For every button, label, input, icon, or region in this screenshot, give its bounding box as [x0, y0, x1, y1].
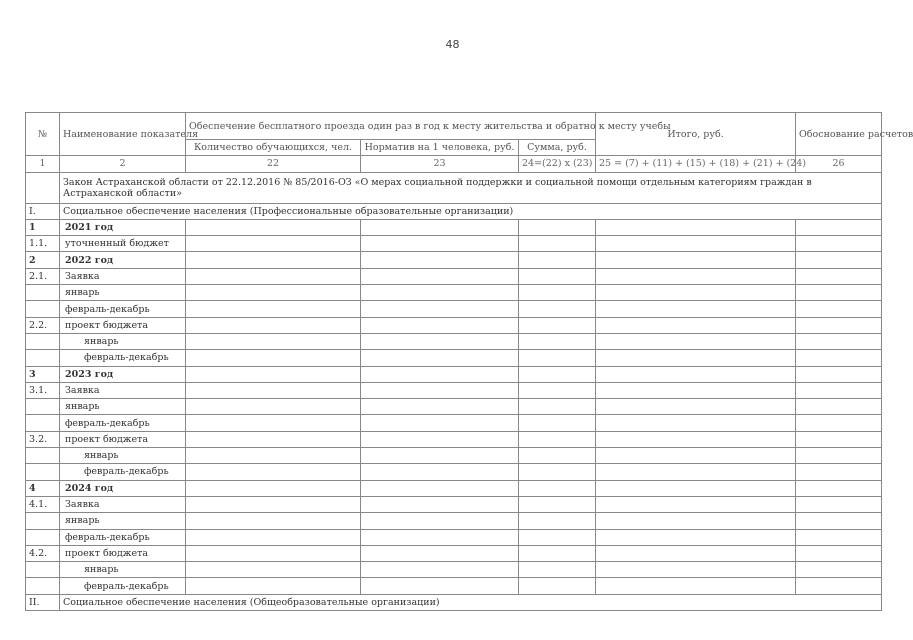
empty-cell [186, 496, 361, 512]
section-title: Социальное обеспечение населения (Общеобразовательные организации) [60, 594, 882, 610]
empty-cell [596, 382, 796, 398]
row-num: 4.2. [26, 545, 60, 561]
header-row [26, 113, 882, 140]
empty-cell [596, 496, 796, 512]
empty-cell [596, 333, 796, 349]
column-number: 25 = (7) + (11) + (15) + (18) + (21) + (24) [596, 156, 796, 172]
empty-cell [186, 464, 361, 480]
row-num [26, 399, 60, 415]
row-label: проект бюджета [60, 545, 186, 561]
table-row [26, 172, 882, 203]
row-label: январь [60, 399, 186, 415]
empty-cell [796, 219, 882, 235]
empty-cell [596, 578, 796, 594]
row-num [26, 529, 60, 545]
empty-cell [519, 513, 596, 529]
row-label: Заявка [60, 382, 186, 398]
empty-cell [186, 268, 361, 284]
empty-cell [186, 317, 361, 333]
row-num: II. [26, 594, 60, 610]
table-row [26, 252, 882, 268]
empty-cell [361, 480, 519, 496]
row-label: январь [60, 448, 186, 464]
table-row [26, 513, 882, 529]
row-num [26, 350, 60, 366]
empty-cell [596, 366, 796, 382]
empty-cell [186, 382, 361, 398]
column-number: 26 [796, 156, 882, 172]
row-label: Заявка [60, 268, 186, 284]
table-row [26, 496, 882, 512]
empty-cell [519, 562, 596, 578]
row-num: 4.1. [26, 496, 60, 512]
empty-cell [361, 496, 519, 512]
empty-cell [519, 399, 596, 415]
row-num [26, 448, 60, 464]
table-row [26, 415, 882, 431]
empty-cell [796, 366, 882, 382]
empty-cell [519, 382, 596, 398]
row-label: февраль-декабрь [60, 578, 186, 594]
empty-cell [519, 317, 596, 333]
empty-cell [186, 285, 361, 301]
row-label: февраль-декабрь [60, 415, 186, 431]
table-row [26, 529, 882, 545]
row-label: 2024 год [60, 480, 186, 496]
row-label: Заявка [60, 496, 186, 512]
empty-cell [596, 268, 796, 284]
table-row [26, 382, 882, 398]
empty-cell [361, 545, 519, 561]
empty-cell [596, 464, 796, 480]
empty-cell [186, 431, 361, 447]
row-num [26, 285, 60, 301]
column-number: 23 [361, 156, 519, 172]
empty-cell [519, 236, 596, 252]
row-num [26, 415, 60, 431]
empty-cell [596, 399, 796, 415]
empty-cell [796, 448, 882, 464]
empty-cell [596, 545, 796, 561]
empty-cell [361, 578, 519, 594]
empty-cell [361, 350, 519, 366]
budget-table [25, 112, 913, 611]
row-num [26, 464, 60, 480]
empty-cell [596, 285, 796, 301]
empty-cell [361, 464, 519, 480]
empty-cell [796, 415, 882, 431]
empty-cell [796, 236, 882, 252]
row-num [26, 513, 60, 529]
empty-cell [186, 366, 361, 382]
empty-cell [596, 480, 796, 496]
empty-cell [596, 301, 796, 317]
row-num [26, 333, 60, 349]
row-num: I. [26, 203, 60, 219]
row-num: 2 [26, 252, 60, 268]
empty-cell [596, 252, 796, 268]
row-num: 1.1. [26, 236, 60, 252]
row-num: 1 [26, 219, 60, 235]
header-name: Наименование показателя [60, 113, 186, 156]
empty-cell [186, 578, 361, 594]
empty-cell [519, 496, 596, 512]
empty-cell [186, 513, 361, 529]
row-num: 3.2. [26, 431, 60, 447]
empty-cell [796, 464, 882, 480]
empty-cell [361, 562, 519, 578]
empty-cell [519, 219, 596, 235]
empty-cell [796, 431, 882, 447]
header-count: Количество обучающихся, чел. [186, 140, 361, 156]
empty-cell [361, 301, 519, 317]
row-label: проект бюджета [60, 431, 186, 447]
empty-cell [186, 236, 361, 252]
column-number: 2 [60, 156, 186, 172]
header-num: № [26, 113, 60, 156]
empty-cell [519, 333, 596, 349]
empty-cell [519, 350, 596, 366]
empty-cell [596, 219, 796, 235]
column-numbers-row [26, 156, 882, 172]
row-label: январь [60, 513, 186, 529]
header-norm: Норматив на 1 человека, руб. [361, 140, 519, 156]
empty-cell [361, 317, 519, 333]
header-group: Обеспечение бесплатного проезда один раз в год к месту жительства и обратно к месту учебы [186, 113, 596, 140]
table-row [26, 219, 882, 235]
header-sum: Сумма, руб. [519, 140, 596, 156]
table-row [26, 285, 882, 301]
empty-cell [186, 252, 361, 268]
empty-cell [186, 219, 361, 235]
table-row [26, 350, 882, 366]
law-title: Закон Астраханской области от 22.12.2016 № 85/2016-ОЗ «О мерах социальной поддержки и социальной помощи отдельным категориям граждан в Астраханской области» [60, 172, 882, 203]
empty-cell [519, 366, 596, 382]
empty-cell [186, 545, 361, 561]
row-num: 4 [26, 480, 60, 496]
table-row [26, 333, 882, 349]
empty-cell [186, 301, 361, 317]
empty-cell [186, 448, 361, 464]
table-row [26, 268, 882, 284]
empty-cell [796, 382, 882, 398]
empty-cell [361, 415, 519, 431]
empty-cell [796, 578, 882, 594]
row-label: уточненный бюджет [60, 236, 186, 252]
table-row [26, 236, 882, 252]
empty-cell [796, 399, 882, 415]
header-basis: Обоснование расчетов [796, 113, 882, 156]
empty-cell [596, 317, 796, 333]
table-row [26, 203, 882, 219]
empty-cell [186, 480, 361, 496]
empty-cell [519, 448, 596, 464]
table-row [26, 464, 882, 480]
empty-cell [596, 431, 796, 447]
empty-cell [596, 415, 796, 431]
empty-cell [596, 350, 796, 366]
empty-cell [186, 399, 361, 415]
row-label: февраль-декабрь [60, 301, 186, 317]
empty-cell [796, 529, 882, 545]
row-num: 2.2. [26, 317, 60, 333]
empty-cell [519, 268, 596, 284]
empty-cell [519, 545, 596, 561]
table-row [26, 448, 882, 464]
empty-cell [596, 448, 796, 464]
table-row [26, 594, 882, 610]
empty-cell [596, 236, 796, 252]
empty-cell [519, 301, 596, 317]
empty-cell [186, 529, 361, 545]
empty-cell [361, 431, 519, 447]
empty-cell [519, 529, 596, 545]
empty-cell [361, 529, 519, 545]
empty-cell [796, 252, 882, 268]
empty-cell [519, 480, 596, 496]
empty-cell [596, 529, 796, 545]
row-num: 2.1. [26, 268, 60, 284]
empty-cell [796, 480, 882, 496]
empty-cell [519, 578, 596, 594]
header-total: Итого, руб. [596, 113, 796, 156]
row-label: 2021 год [60, 219, 186, 235]
table-row [26, 366, 882, 382]
empty-cell [519, 431, 596, 447]
row-label: январь [60, 285, 186, 301]
empty-cell [361, 382, 519, 398]
row-num [26, 578, 60, 594]
row-label: январь [60, 333, 186, 349]
empty-cell [361, 333, 519, 349]
page-number: 48 [445, 38, 460, 51]
row-num [26, 301, 60, 317]
row-label: проект бюджета [60, 317, 186, 333]
empty-cell [796, 562, 882, 578]
empty-cell [796, 317, 882, 333]
empty-cell [519, 252, 596, 268]
table-row [26, 480, 882, 496]
column-number: 1 [26, 156, 60, 172]
empty-cell [796, 496, 882, 512]
empty-cell [361, 513, 519, 529]
table-row [26, 399, 882, 415]
row-label: февраль-декабрь [60, 350, 186, 366]
row-label: январь [60, 562, 186, 578]
empty-cell [596, 562, 796, 578]
row-num [26, 172, 60, 203]
table-row [26, 562, 882, 578]
row-num: 3 [26, 366, 60, 382]
table-row [26, 578, 882, 594]
table-row [26, 431, 882, 447]
empty-cell [796, 301, 882, 317]
empty-cell [361, 236, 519, 252]
empty-cell [361, 219, 519, 235]
empty-cell [796, 268, 882, 284]
empty-cell [796, 545, 882, 561]
empty-cell [596, 513, 796, 529]
empty-cell [361, 252, 519, 268]
column-number: 22 [186, 156, 361, 172]
empty-cell [186, 562, 361, 578]
table-row [26, 545, 882, 561]
section-title: Социальное обеспечение населения (Профессиональные образовательные организации) [60, 203, 882, 219]
empty-cell [186, 350, 361, 366]
column-number: 24=(22) x (23) [519, 156, 596, 172]
table-row [26, 317, 882, 333]
row-label: 2023 год [60, 366, 186, 382]
row-num [26, 562, 60, 578]
empty-cell [361, 448, 519, 464]
empty-cell [796, 285, 882, 301]
empty-cell [796, 333, 882, 349]
row-label: 2022 год [60, 252, 186, 268]
table-row [26, 301, 882, 317]
empty-cell [186, 415, 361, 431]
row-num: 3.1. [26, 382, 60, 398]
row-label: февраль-декабрь [60, 464, 186, 480]
empty-cell [361, 285, 519, 301]
row-label: февраль-декабрь [60, 529, 186, 545]
empty-cell [796, 513, 882, 529]
empty-cell [796, 350, 882, 366]
empty-cell [519, 415, 596, 431]
empty-cell [519, 285, 596, 301]
empty-cell [361, 268, 519, 284]
empty-cell [361, 399, 519, 415]
empty-cell [186, 333, 361, 349]
empty-cell [519, 464, 596, 480]
empty-cell [361, 366, 519, 382]
